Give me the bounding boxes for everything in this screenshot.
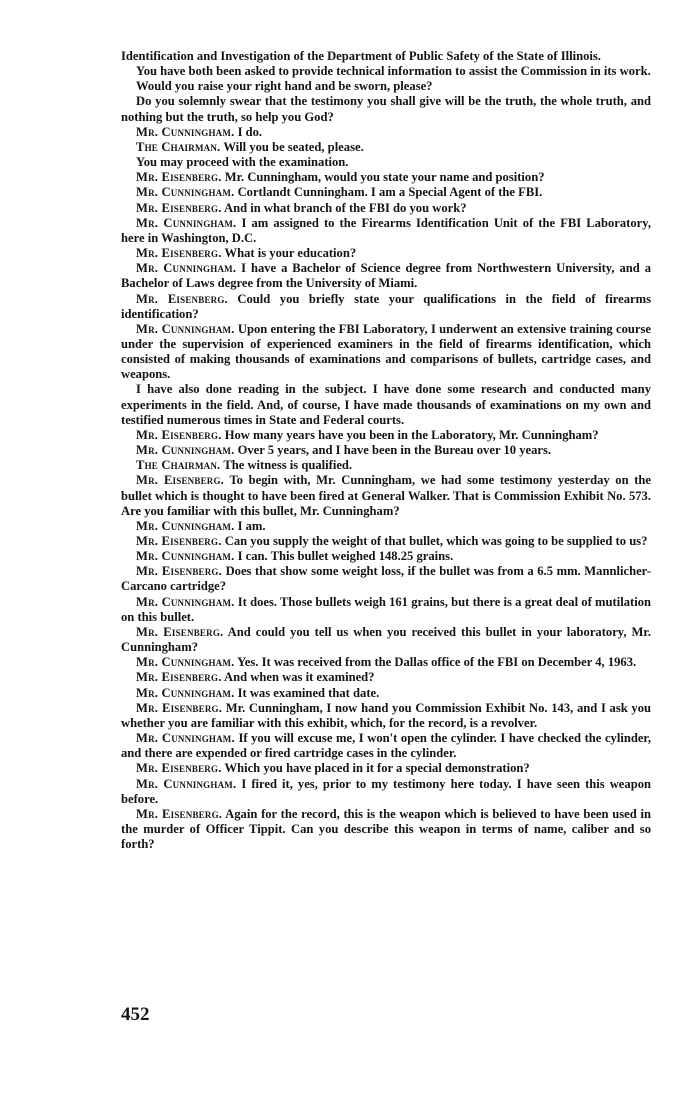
paragraph-text: What is your education? (224, 246, 357, 261)
transcript-paragraph (121, 549, 651, 564)
speaker-name: Mr. Cunningham. (136, 261, 237, 276)
paragraph-text: Mr. Cunningham, I now hand you Commission Exhibit No. 143, and I ask you whether you are familiar with this exhibit, which, for the record, is a revolver. (121, 700, 651, 730)
paragraph-text: Mr. Cunningham, would you state your name and position? (224, 170, 545, 185)
transcript-paragraph (121, 246, 651, 261)
paragraph-text: Upon entering the FBI Laboratory, I underwent an extensive training course under the supervision of experienced examiners in the field of firearms identification, which consisted of making thousands of examinations and comparisons of bullets, cartridge cases, and weapons. (121, 321, 651, 382)
speaker-name: Mr. Cunningham. (136, 185, 235, 200)
paragraph-text: I fired it, yes, prior to my testimony here today. I have seen this weapon before. (121, 776, 651, 806)
transcript-paragraph (121, 382, 651, 427)
transcript-paragraph (121, 322, 651, 383)
speaker-name: Mr. Cunningham. (136, 776, 237, 791)
speaker-name: Mr. Cunningham. (136, 518, 235, 533)
paragraph-text: Will you be seated, please. (223, 139, 364, 154)
transcript-paragraph (121, 701, 651, 731)
paragraph-text: Cortlandt Cunningham. I am a Special Agent of the FBI. (237, 185, 543, 200)
paragraph-text: And could you tell us when you received this bullet in your laboratory, Mr. Cunningham? (121, 624, 651, 655)
transcript-paragraph (121, 458, 651, 473)
paragraph-text: Over 5 years, and I have been in the Bureau over 10 years. (237, 443, 552, 458)
paragraph-text: Could you briefly state your qualifications in the field of firearms identification? (121, 291, 651, 321)
paragraph-text: If you will excuse me, I won't open the cylinder. I have checked the cylinder, and there are expended or fired cartridge cases in the cylinder. (121, 731, 652, 761)
paragraph-text: I can. This bullet weighed 148.25 grains. (237, 549, 454, 564)
paragraph-text: It was examined that date. (237, 685, 380, 700)
transcript-paragraph (121, 625, 651, 655)
transcript-paragraph (121, 125, 651, 140)
speaker-name: Mr. Cunningham. (136, 731, 235, 746)
paragraph-text: Which you have placed in it for a special demonstration? (224, 761, 530, 776)
speaker-name: Mr. Cunningham. (136, 321, 235, 336)
speaker-name: Mr. Eisenberg. (136, 200, 222, 215)
transcript-paragraph (121, 201, 651, 216)
paragraph-text: Do you solemnly swear that the testimony you shall give will be the truth, the whole truth, and nothing but the truth, so help you God? (121, 94, 651, 124)
paragraph-text: The witness is qualified. (223, 458, 353, 473)
speaker-name: Mr. Cunningham. (136, 443, 235, 458)
speaker-name: Mr. Eisenberg. (136, 534, 222, 548)
speaker-name: Mr. Eisenberg. (136, 427, 222, 442)
transcript-paragraph (121, 140, 651, 155)
paragraph-text: And in what branch of the FBI do you work? (224, 200, 467, 215)
paragraph-text: I have a Bachelor of Science degree from Northwestern University, and a Bachelor of Laws degree from the University of Miami. (121, 261, 652, 291)
speaker-name: Mr. Cunningham. (136, 594, 235, 609)
transcript-paragraph (121, 686, 651, 701)
speaker-name: Mr. Eisenberg. (136, 624, 224, 639)
paragraph-text: And when was it examined? (224, 670, 375, 685)
speaker-name: Mr. Eisenberg. (136, 473, 225, 488)
transcript-paragraph (121, 428, 651, 443)
transcript-paragraph (121, 655, 651, 670)
speaker-name: Mr. Eisenberg. (136, 670, 222, 685)
paragraph-text: To begin with, Mr. Cunningham, we had some testimony yesterday on the bullet which is thought to have been fired at General Walker. That is Commission Exhibit No. 573. Are you familiar with this bullet, Mr. Cunningham? (121, 473, 652, 518)
paragraph-text: You may proceed with the examination. (136, 155, 349, 170)
transcript-paragraph (121, 261, 651, 291)
transcript-paragraph (121, 595, 651, 625)
speaker-name: Mr. Eisenberg. (136, 246, 222, 261)
transcript-paragraph (121, 49, 651, 64)
paragraph-text: I have also done reading in the subject. I have done some research and conducted many experiments in the field. And, of course, I have made thousands of examinations on my own and testified numerous times in State and Federal courts. (121, 382, 651, 427)
speaker-name: Mr. Eisenberg. (136, 700, 223, 715)
transcript-paragraph (121, 443, 651, 458)
speaker-name: Mr. Cunningham. (136, 655, 235, 670)
paragraph-text: Identification and Investigation of the Department of Public Safety of the State of Illinois. (121, 49, 601, 63)
transcript-paragraph (121, 670, 651, 685)
transcript-paragraph (121, 519, 651, 534)
speaker-name: Mr. Cunningham. (136, 215, 237, 230)
transcript-paragraph (121, 292, 651, 322)
speaker-name: Mr. Eisenberg. (136, 564, 222, 579)
speaker-name: Mr. Eisenberg. (136, 170, 222, 185)
transcript-paragraph (121, 564, 651, 594)
paragraph-text: Does that show some weight loss, if the bullet was from a 6.5 mm. Mannlicher-Carcano cartridge? (121, 564, 651, 594)
transcript-paragraph (121, 79, 651, 94)
paragraph-text: It does. Those bullets weigh 161 grains, but there is a great deal of mutilation on this bullet. (121, 594, 651, 624)
transcript-paragraph (121, 155, 651, 170)
transcript-paragraph (121, 807, 651, 852)
speaker-name: Mr. Cunningham. (136, 685, 235, 700)
transcript-paragraph (121, 216, 651, 246)
speaker-name: The Chairman. (136, 458, 221, 473)
transcript-paragraph (121, 170, 651, 185)
paragraph-text: How many years have you been in the Laboratory, Mr. Cunningham? (224, 427, 599, 442)
paragraph-text: I do. (237, 124, 263, 139)
page-number: 452 (121, 1004, 150, 1025)
transcript-paragraph (121, 534, 651, 549)
paragraph-text: Can you supply the weight of that bullet, which was going to be supplied to us? (224, 534, 648, 548)
speaker-name: Mr. Cunningham. (136, 124, 235, 139)
paragraph-text: You have both been asked to provide technical information to assist the Commission in its work. (136, 64, 651, 79)
transcript-paragraph (121, 777, 651, 807)
speaker-name: Mr. Eisenberg. (136, 806, 223, 821)
transcript-paragraph (121, 94, 651, 124)
paragraph-text: Again for the record, this is the weapon which is believed to have been used in the murder of Officer Tippit. Can you describe this weapon in terms of name, caliber and so forth? (121, 806, 651, 852)
transcript-paragraph (121, 731, 651, 761)
speaker-name: Mr. Eisenberg. (136, 761, 222, 776)
speaker-name: Mr. Eisenberg. (136, 291, 228, 306)
transcript-body (121, 49, 651, 852)
paragraph-text: Yes. It was received from the Dallas office of the FBI on December 4, 1963. (237, 655, 637, 670)
transcript-paragraph (121, 761, 651, 776)
paragraph-text: I am. (237, 518, 266, 533)
speaker-name: The Chairman. (136, 139, 221, 154)
paragraph-text: I am assigned to the Firearms Identification Unit of the FBI Laboratory, here in Washington, D.C. (121, 215, 651, 245)
paragraph-text: Would you raise your right hand and be sworn, please? (136, 79, 433, 94)
speaker-name: Mr. Cunningham. (136, 549, 235, 564)
transcript-paragraph (121, 185, 651, 200)
transcript-paragraph (121, 473, 651, 518)
transcript-paragraph (121, 64, 651, 79)
